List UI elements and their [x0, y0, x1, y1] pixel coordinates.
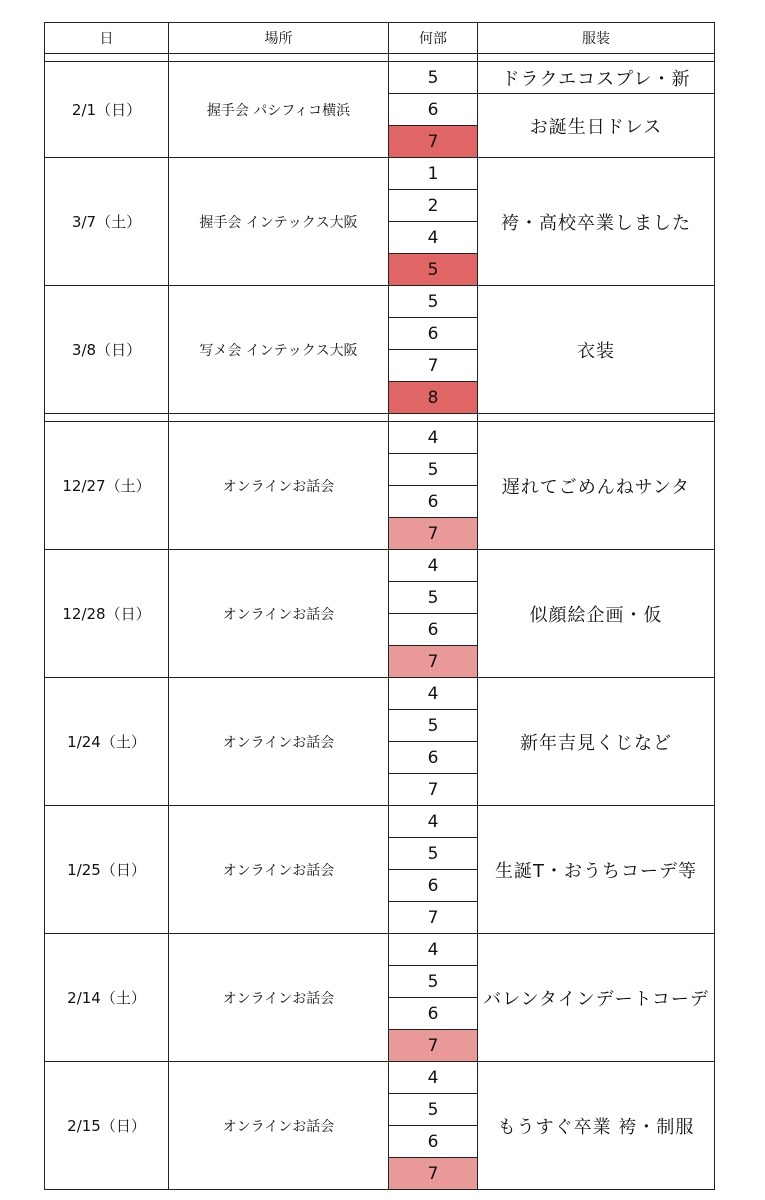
separator-cell	[45, 414, 169, 422]
part-number: 7	[389, 774, 478, 806]
part-number: 5	[389, 62, 478, 94]
event-outfit: 似顔絵企画・仮	[478, 550, 715, 678]
part-number: 8	[389, 382, 478, 414]
part-number: 4	[389, 934, 478, 966]
part-number: 4	[389, 806, 478, 838]
event-place: オンラインお話会	[169, 422, 389, 550]
part-number: 6	[389, 742, 478, 774]
event-row	[45, 934, 715, 966]
separator-cell	[169, 414, 389, 422]
separator-cell	[478, 54, 715, 62]
part-number: 7	[389, 126, 478, 158]
part-number: 6	[389, 94, 478, 126]
header-outfit: 服装	[478, 23, 715, 54]
part-number: 5	[389, 454, 478, 486]
part-number: 4	[389, 222, 478, 254]
event-outfit: 袴・高校卒業しました	[478, 158, 715, 286]
event-date: 3/8（日）	[45, 286, 169, 414]
part-number: 5	[389, 286, 478, 318]
separator-cell	[389, 54, 478, 62]
separator-cell	[478, 414, 715, 422]
event-row	[45, 286, 715, 318]
event-row	[45, 62, 715, 94]
part-number: 5	[389, 254, 478, 286]
event-outfit: 新年吉見くじなど	[478, 678, 715, 806]
event-outfit: お誕生日ドレス	[478, 94, 715, 158]
event-row	[45, 1062, 715, 1094]
part-number: 5	[389, 710, 478, 742]
event-place: オンラインお話会	[169, 678, 389, 806]
part-number: 2	[389, 190, 478, 222]
event-place: 握手会 インテックス大阪	[169, 158, 389, 286]
event-place: オンラインお話会	[169, 1062, 389, 1190]
event-place: オンラインお話会	[169, 550, 389, 678]
part-number: 7	[389, 1030, 478, 1062]
event-row	[45, 678, 715, 710]
part-number: 5	[389, 1094, 478, 1126]
event-outfit: 生誕T・おうちコーデ等	[478, 806, 715, 934]
event-outfit: 遅れてごめんねサンタ	[478, 422, 715, 550]
header-row	[45, 23, 715, 54]
event-date: 1/25（日）	[45, 806, 169, 934]
part-number: 5	[389, 838, 478, 870]
part-number: 4	[389, 1062, 478, 1094]
event-date: 3/7（土）	[45, 158, 169, 286]
part-number: 6	[389, 998, 478, 1030]
part-number: 7	[389, 518, 478, 550]
separator-cell	[45, 54, 169, 62]
event-date: 2/1（日）	[45, 62, 169, 158]
part-number: 6	[389, 486, 478, 518]
event-outfit: 衣装	[478, 286, 715, 414]
header-place: 場所	[169, 23, 389, 54]
part-number: 7	[389, 350, 478, 382]
part-number: 6	[389, 870, 478, 902]
schedule-table	[44, 22, 715, 1190]
part-number: 7	[389, 646, 478, 678]
event-row	[45, 422, 715, 454]
part-number: 5	[389, 966, 478, 998]
event-place: オンラインお話会	[169, 934, 389, 1062]
part-number: 4	[389, 422, 478, 454]
header-date: 日	[45, 23, 169, 54]
event-place: オンラインお話会	[169, 806, 389, 934]
separator-cell	[389, 414, 478, 422]
event-row	[45, 550, 715, 582]
event-outfit: もうすぐ卒業 袴・制服	[478, 1062, 715, 1190]
event-place: 握手会 パシフィコ横浜	[169, 62, 389, 158]
event-date: 2/15（日）	[45, 1062, 169, 1190]
part-number: 5	[389, 582, 478, 614]
event-outfit: バレンタインデートコーデ	[478, 934, 715, 1062]
separator-cell	[169, 54, 389, 62]
schedule-body	[45, 54, 715, 1190]
header-part: 何部	[389, 23, 478, 54]
event-outfit: ドラクエコスプレ・新	[478, 62, 715, 94]
part-number: 7	[389, 1158, 478, 1190]
part-number: 6	[389, 614, 478, 646]
group-separator	[45, 414, 715, 422]
part-number: 7	[389, 902, 478, 934]
event-place: 写メ会 インテックス大阪	[169, 286, 389, 414]
part-number: 6	[389, 1126, 478, 1158]
event-row	[45, 806, 715, 838]
part-number: 6	[389, 318, 478, 350]
event-date: 12/27（土）	[45, 422, 169, 550]
part-number: 1	[389, 158, 478, 190]
event-date: 12/28（日）	[45, 550, 169, 678]
part-number: 4	[389, 678, 478, 710]
event-row	[45, 158, 715, 190]
part-number: 4	[389, 550, 478, 582]
group-separator	[45, 54, 715, 62]
event-date: 1/24（土）	[45, 678, 169, 806]
event-date: 2/14（土）	[45, 934, 169, 1062]
